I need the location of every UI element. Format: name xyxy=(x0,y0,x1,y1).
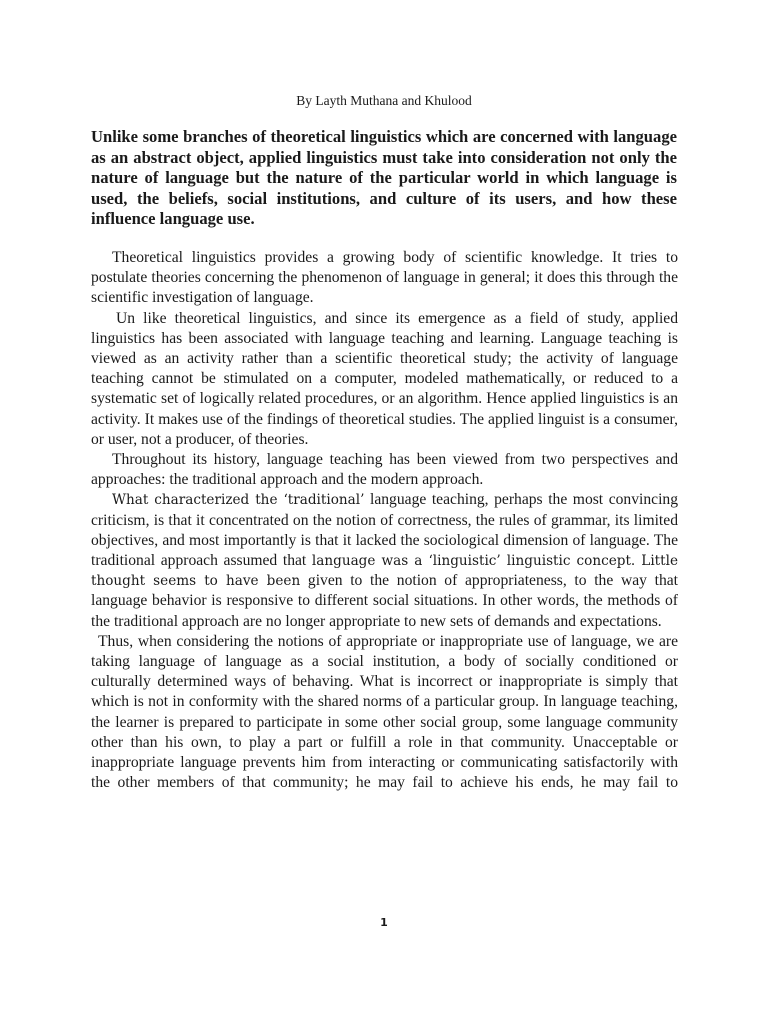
paragraph: Un like theoretical linguistics, and since its emergence as a field of study, applied linguistics has been associated with language teaching and learning. Language teaching is viewed as an activity rather than a scientific theoretical study; the activity of language teaching cannot be stimulated on a computer, modeled mathematically, or reduced to a systematic set of logically related procedures, or an algorithm. Hence applied linguistics is an activity. It makes use of the findings of theoretical studies. The applied linguist is a consumer, or user, not a producer, of theories. xyxy=(91,309,678,448)
paragraph-inline-text: language was a ‘linguistic’ linguistic concept. Little thought seems to have been xyxy=(91,553,678,590)
paragraph: Thus, when considering the notions of appropriate or inappropriate use of language, we are taking language of language as a social institution, a body of socially conditioned or culturally determined ways of behaving. What is incorrect or inappropriate is simply that which is not in conformity with the shared norms of a particular group. In language teaching, the learner is prepared to participate in some other social group, some language community other than his own, to play a part or fulfill a role in that community. Unacceptable or inappropriate language prevents him from interacting or communicating satisfactorily with the other members of that community; he may fail to achieve his ends, he may fail to xyxy=(91,632,678,792)
paragraph xyxy=(91,490,678,631)
body-text xyxy=(91,248,678,793)
abstract: Unlike some branches of theoretical linguistics which are concerned with language as an abstract object, applied linguistics must take into consideration not only the nature of language but the nature of the particular world in which language is used, the beliefs, social institutions, and culture of its users, and how these influence language use. xyxy=(91,127,677,228)
byline: By Layth Muthana and Khulood xyxy=(296,93,472,108)
paragraph-text: given to the notion of appropriateness, to the way that language behavior is responsive to different social situations. In other words, the methods of the traditional approach are no longer appropriate to new sets of demands and expectations. xyxy=(91,572,679,630)
paragraph-text: language teaching, perhaps the most convincing criticism, is that it concentrated on the notion of correctness, the rules of grammar, its limited objectives, and most importantly is that it lacked the sociological dimension of language. The traditional approach assumed that xyxy=(91,491,678,570)
paragraph: Theoretical linguistics provides a growing body of scientific knowledge. It tries to postulate theories concerning the phenomenon of language in general; it does this through the scientific investigation of language. xyxy=(91,249,678,307)
paragraph: Throughout its history, language teaching has been viewed from two perspectives and approaches: the traditional approach and the modern approach. xyxy=(91,451,678,489)
paragraph-lead-in: What characterized the ‘traditional’ xyxy=(112,492,365,509)
page-number: 1 xyxy=(380,916,388,929)
